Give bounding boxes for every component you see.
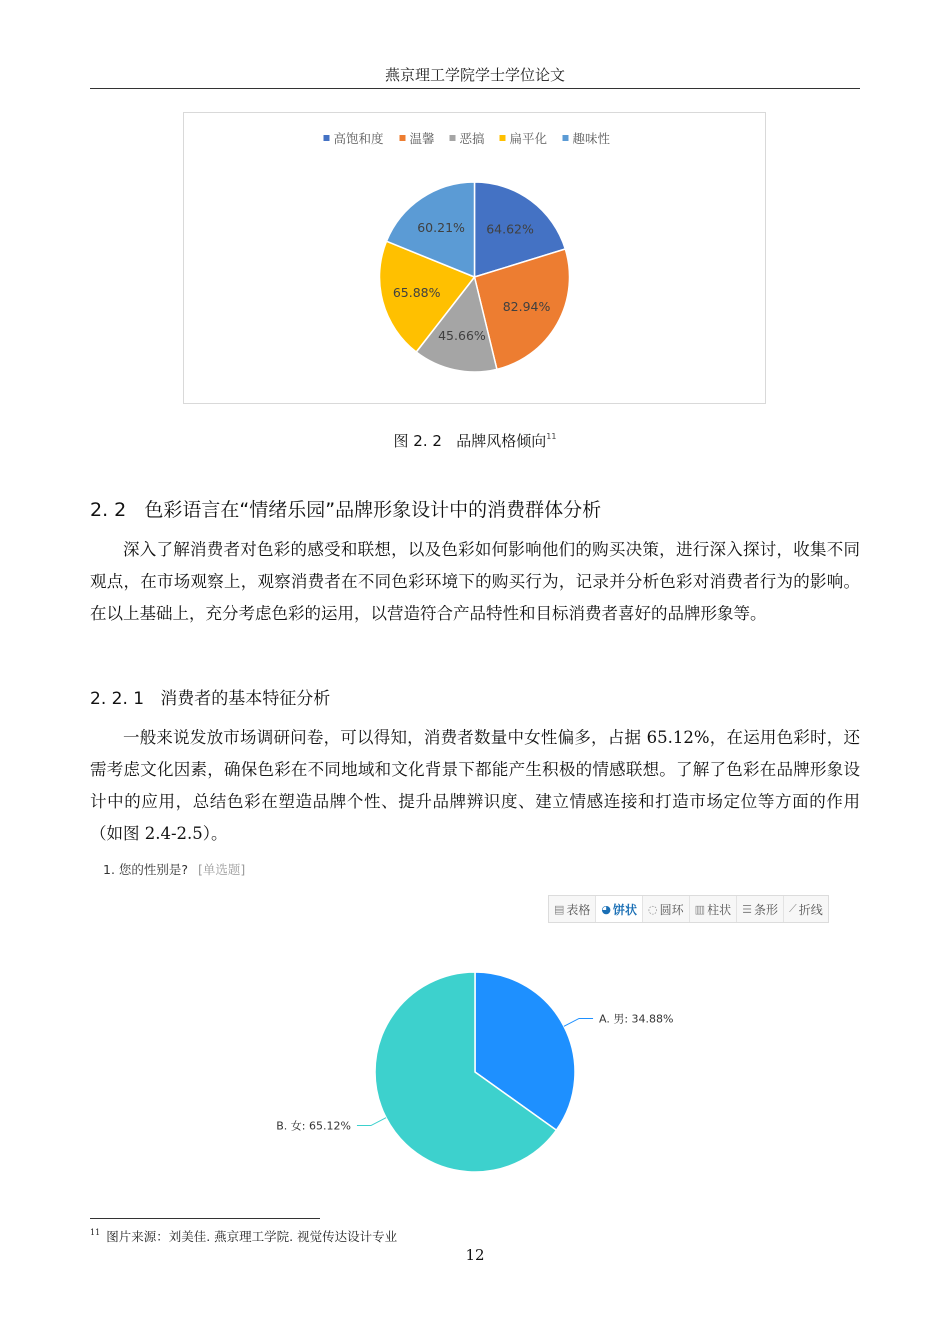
column-icon: ▥ [694, 902, 706, 916]
running-header: 燕京理工学院学士学位论文 [384, 66, 565, 84]
footnote [90, 1227, 397, 1245]
legend-label: 温馨 [409, 131, 435, 146]
toolbar-label: 折线 [798, 902, 823, 917]
legend-label: 扁平化 [509, 131, 548, 146]
survey-question [103, 860, 245, 878]
page-number: 12 [465, 1246, 485, 1264]
legend-swatch [324, 135, 330, 141]
footnote-text: 图片来源：刘美佳. 燕京理工学院. 视觉传达设计专业 [106, 1229, 398, 1244]
chart-type-line-button[interactable] [784, 896, 828, 922]
slice-data-label: 82.94% [502, 299, 551, 315]
line-icon: ⟋ [788, 902, 797, 915]
body-paragraph-2: 一般来说发放市场调研问卷，可以得知，消费者数量中女性偏多，占据 65.12%，在运用色彩时，还需考虑文化因素，确保色彩在不同地域和文化背景下都能产生积极的情感联想。了解了色彩在品牌形象设计中的应用，总结色彩在塑造品牌个性、提升品牌辨识度、建立情感连接和打造市场定位等方面的作用（如图 2.4-2.5）。 [90, 728, 860, 843]
legend-item [400, 131, 436, 146]
chart-type-toolbar [548, 895, 829, 923]
legend-label: 高饱和度 [333, 131, 384, 146]
header-rule [90, 88, 860, 89]
chart-type-table-button[interactable] [549, 896, 596, 922]
toolbar-label: 柱状 [707, 902, 732, 917]
slice-data-label: 45.66% [438, 328, 486, 344]
label-leader-line [564, 1018, 593, 1026]
legend-swatch [563, 135, 569, 141]
legend-item [450, 131, 485, 146]
figure-title: 品牌风格倾向 [456, 432, 547, 450]
label-leader-line [357, 1118, 386, 1126]
footnote-rule [90, 1218, 320, 1219]
brand-style-pie-chart [183, 112, 766, 404]
chart-type-bar-button[interactable] [737, 896, 784, 922]
section-title: 色彩语言在“情绪乐园”品牌形象设计中的消费群体分析 [144, 499, 602, 521]
legend-label: 趣味性 [572, 131, 611, 146]
chart-type-ring-button[interactable] [643, 896, 690, 922]
ring-icon: ◌ [648, 902, 658, 916]
question-type: [单选题] [198, 862, 246, 877]
footnote-number: 11 [90, 1228, 101, 1237]
legend-item [563, 131, 611, 146]
toolbar-label: 圆环 [659, 902, 684, 917]
subsection-title: 消费者的基本特征分析 [160, 689, 331, 709]
body-paragraph-1: 深入了解消费者对色彩的感受和联想，以及色彩如何影响他们的购买决策，进行深入探讨，收集不同观点，在市场观察上，观察消费者在不同色彩环境下的购买行为，记录并分析色彩对消费者行为的影响。在以上基础上，充分考虑色彩的运用，以营造符合产品特性和目标消费者喜好的品牌形象等。 [90, 540, 860, 623]
legend-swatch [450, 135, 456, 141]
chart-type-pie-button[interactable] [596, 896, 643, 922]
toolbar-label: 饼状 [613, 902, 638, 917]
slice-data-label: 60.21% [417, 219, 465, 235]
subsection-heading [90, 684, 330, 709]
legend-swatch [400, 135, 406, 141]
slice-data-label: 64.62% [486, 221, 534, 237]
slice-data-label: B. 女: 65.12% [276, 1119, 351, 1133]
gender-pie-chart [250, 955, 710, 1185]
question-text: 1. 您的性别是? [103, 862, 189, 877]
legend-item [324, 131, 385, 146]
figure-number: 图 2. 2 [393, 432, 442, 450]
chart-type-column-button[interactable] [690, 896, 737, 922]
subsection-number: 2. 2. 1 [90, 689, 145, 709]
slice-data-label: A. 男: 34.88% [599, 1012, 674, 1026]
legend-swatch [500, 135, 506, 141]
bar-icon: ☰ [742, 902, 752, 916]
section-number: 2. 2 [90, 499, 127, 521]
toolbar-label: 表格 [566, 902, 591, 917]
legend-label: 恶搞 [459, 131, 485, 146]
legend-item [500, 131, 548, 146]
section-heading [90, 495, 601, 522]
pie-icon: ◕ [601, 902, 612, 916]
table-icon: ▤ [554, 902, 565, 916]
slice-data-label: 65.88% [392, 285, 441, 301]
toolbar-label: 条形 [753, 902, 778, 917]
figure-caption [0, 430, 950, 451]
footnote-ref: 11 [546, 432, 557, 441]
